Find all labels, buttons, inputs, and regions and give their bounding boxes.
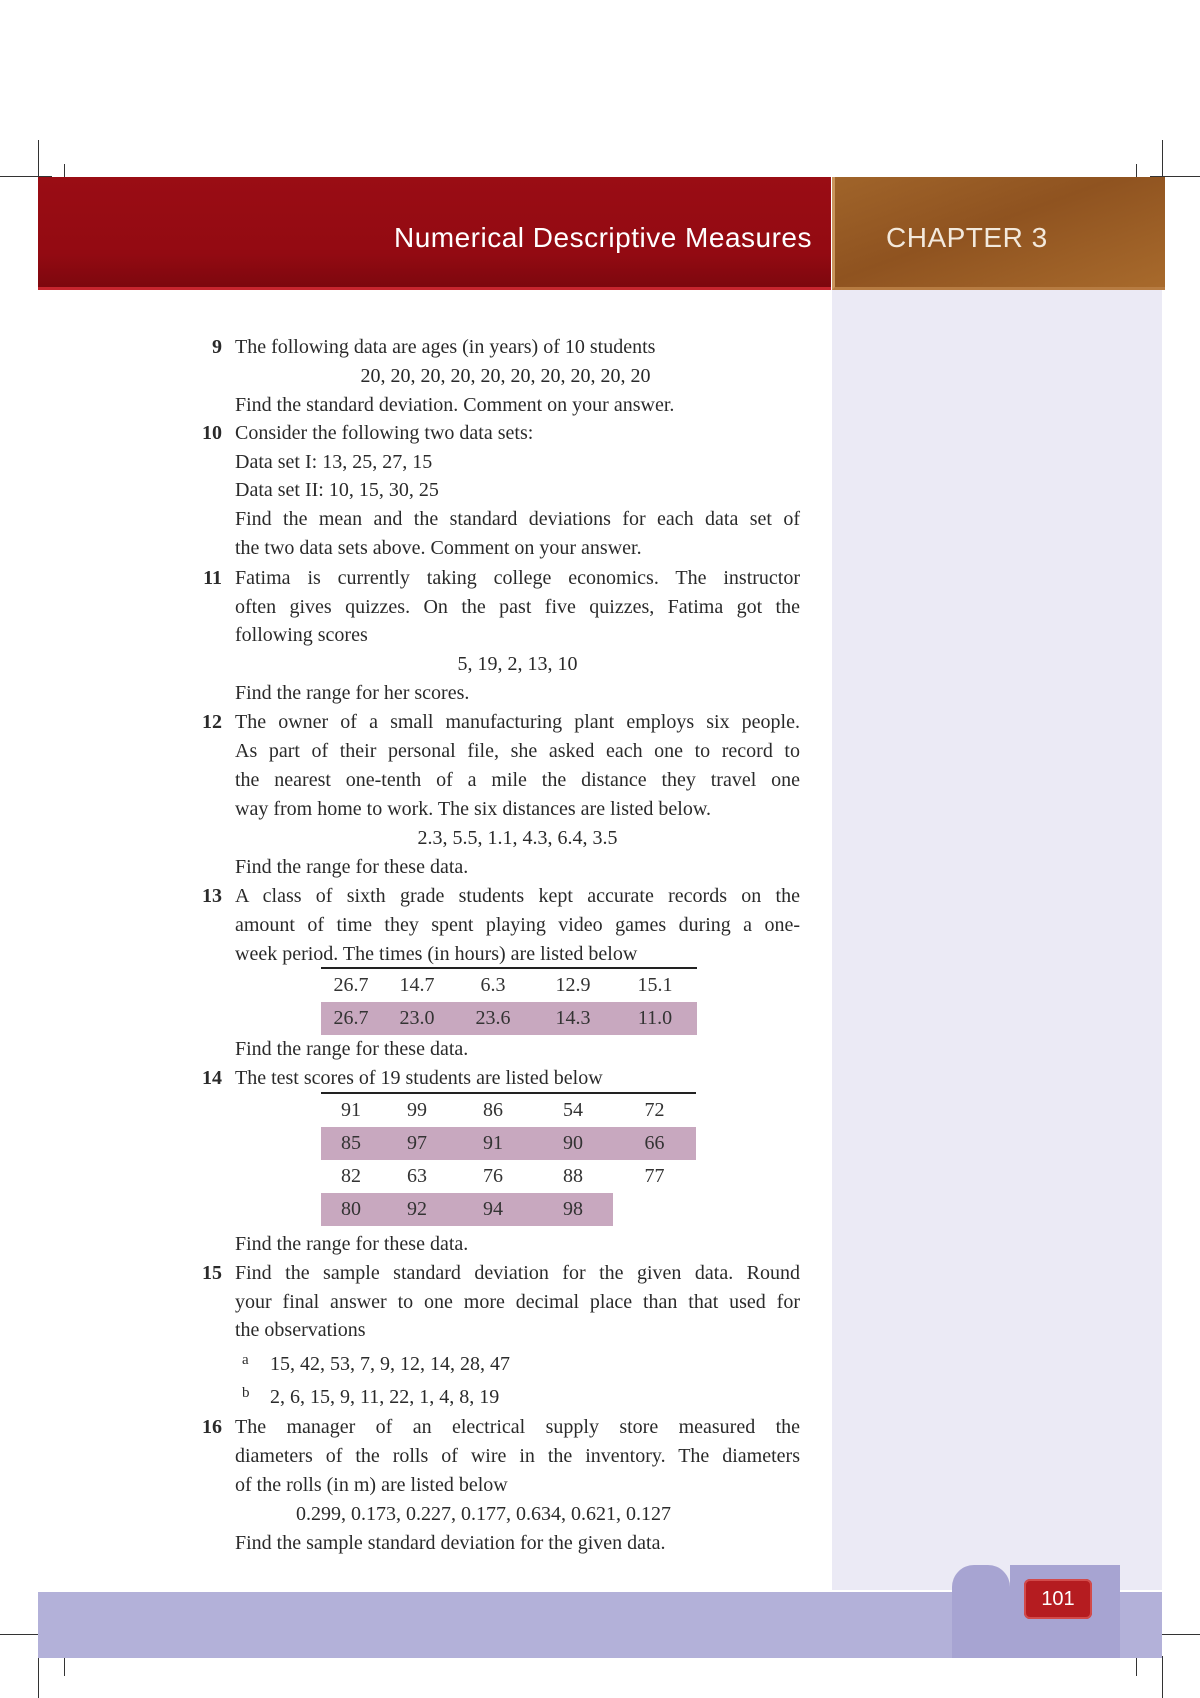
exercise-text: often gives quizzes. On the past five quizzes, Fatima got the [235,596,800,618]
exercise-text: the two data sets above. Comment on your answer. [235,537,642,559]
table-cell: 26.7 [321,1002,381,1035]
table-cell: 91 [453,1127,533,1160]
table-cell: 66 [613,1127,696,1160]
table-cell: 90 [533,1127,613,1160]
exercise-text: The owner of a small manufacturing plant employs six people. [235,711,800,733]
exercise-text: Find the range for these data. [235,1038,469,1060]
exercise-text: Find the range for these data. [235,856,469,878]
exercise-text: Find the sample standard deviation for the given data. [235,1532,666,1554]
table-cell: 91 [341,1099,361,1121]
table-cell: 23.6 [453,1002,533,1035]
exercise-text: As part of their personal file, she asked each one to record to [235,740,800,762]
exercise-text: the observations [235,1319,366,1341]
exercise-number: 9 [212,336,222,358]
page-title: Numerical Descriptive Measures [393,222,812,253]
exercise-text: Data set I: 13, 25, 27, 15 [235,451,433,473]
exercise-text: Consider the following two data sets: [235,422,534,444]
exercise-text: Find the mean and the standard deviations for each data set of [235,508,800,530]
subpart-label: a [242,1352,249,1368]
table-cell: 99 [407,1099,427,1121]
exercise-text: following scores [235,624,368,646]
exercise-text: Fatima is currently taking college economics. The instructor [235,567,800,589]
crop-mark [1162,1656,1163,1698]
subpart-label: b [242,1385,250,1401]
table-cell: 76 [483,1165,503,1187]
table-cell: 11.0 [613,1002,697,1035]
table-cell: 6.3 [480,974,506,996]
table-cell: 88 [563,1165,583,1187]
table-row [321,1193,696,1226]
table-cell: 94 [453,1193,533,1226]
table-cell: 77 [644,1165,665,1187]
exercise-number: 10 [202,422,222,444]
exercise-text: amount of time they spent playing video games during a one- [235,914,800,936]
table-cell: 98 [533,1193,613,1226]
table-cell: 85 [321,1127,381,1160]
exercise-data: 5, 19, 2, 13, 10 [457,653,578,675]
data-table [321,967,697,1035]
table-row [321,1160,696,1193]
exercise-text: diameters of the rolls of wire in the inventory. The diameters [235,1445,800,1467]
exercise-text: Find the sample standard deviation for the given data. Round [235,1262,800,1284]
exercise-text: The following data are ages (in years) of 10 students [235,336,656,358]
exercise-number: 11 [203,567,222,589]
table-cell: 92 [381,1193,453,1226]
exercise-number: 14 [202,1067,222,1089]
table-cell: 97 [381,1127,453,1160]
table-row [321,968,697,1002]
exercise-text: week period. The times (in hours) are listed below [235,943,638,965]
table-row [321,1093,696,1127]
crop-mark [38,1656,39,1698]
exercise-data: 0.299, 0.173, 0.227, 0.177, 0.634, 0.621, 0.127 [296,1503,671,1525]
exercise-number: 12 [202,711,222,733]
table-row [321,1127,696,1160]
exercise-data: 2, 6, 15, 9, 11, 22, 1, 4, 8, 19 [270,1386,500,1408]
table-cell: 86 [483,1099,503,1121]
exercise-text: of the rolls (in m) are listed below [235,1474,508,1496]
exercise-text: A class of sixth grade students kept accurate records on the [235,885,800,907]
exercise-number: 13 [202,885,222,907]
table-cell-empty [613,1193,696,1226]
table-cell: 14.7 [399,974,435,996]
exercise-text: way from home to work. The six distances are listed below. [235,798,711,820]
exercise-text: Find the range for her scores. [235,682,470,704]
exercise-number: 15 [202,1262,222,1284]
exercise-text: the nearest one-tenth of a mile the distance they travel one [235,769,800,791]
table-cell: 15.1 [637,974,673,996]
exercise-data: 15, 42, 53, 7, 9, 12, 14, 28, 47 [270,1353,510,1375]
exercise-text: Find the standard deviation. Comment on your answer. [235,394,675,416]
exercise-text: Data set II: 10, 15, 30, 25 [235,479,439,501]
exercise-text: The manager of an electrical supply store measured the [235,1416,800,1438]
table-cell: 26.7 [333,974,369,996]
table-cell: 82 [341,1165,361,1187]
table-cell: 80 [321,1193,381,1226]
table-cell: 23.0 [381,1002,453,1035]
page-number: 101 [1024,1579,1092,1619]
exercise-text: your final answer to one more decimal place than that used for [235,1291,800,1313]
side-margin-panel [832,290,1162,1590]
table-cell: 54 [563,1099,583,1121]
table-cell: 14.3 [533,1002,613,1035]
table-cell: 12.9 [555,974,591,996]
exercise-text: The test scores of 19 students are listed below [235,1067,603,1089]
data-table [321,1092,696,1226]
exercise-data: 2.3, 5.5, 1.1, 4.3, 6.4, 3.5 [417,827,618,849]
table-row [321,1002,697,1035]
exercise-data: 20, 20, 20, 20, 20, 20, 20, 20, 20, 20 [360,365,651,387]
table-cell: 63 [407,1165,427,1187]
exercise-text: Find the range for these data. [235,1233,469,1255]
chapter-label: CHAPTER 3 [886,222,1048,253]
footer-tab [952,1565,1010,1658]
exercise-number: 16 [202,1416,222,1438]
table-cell: 72 [644,1099,665,1121]
